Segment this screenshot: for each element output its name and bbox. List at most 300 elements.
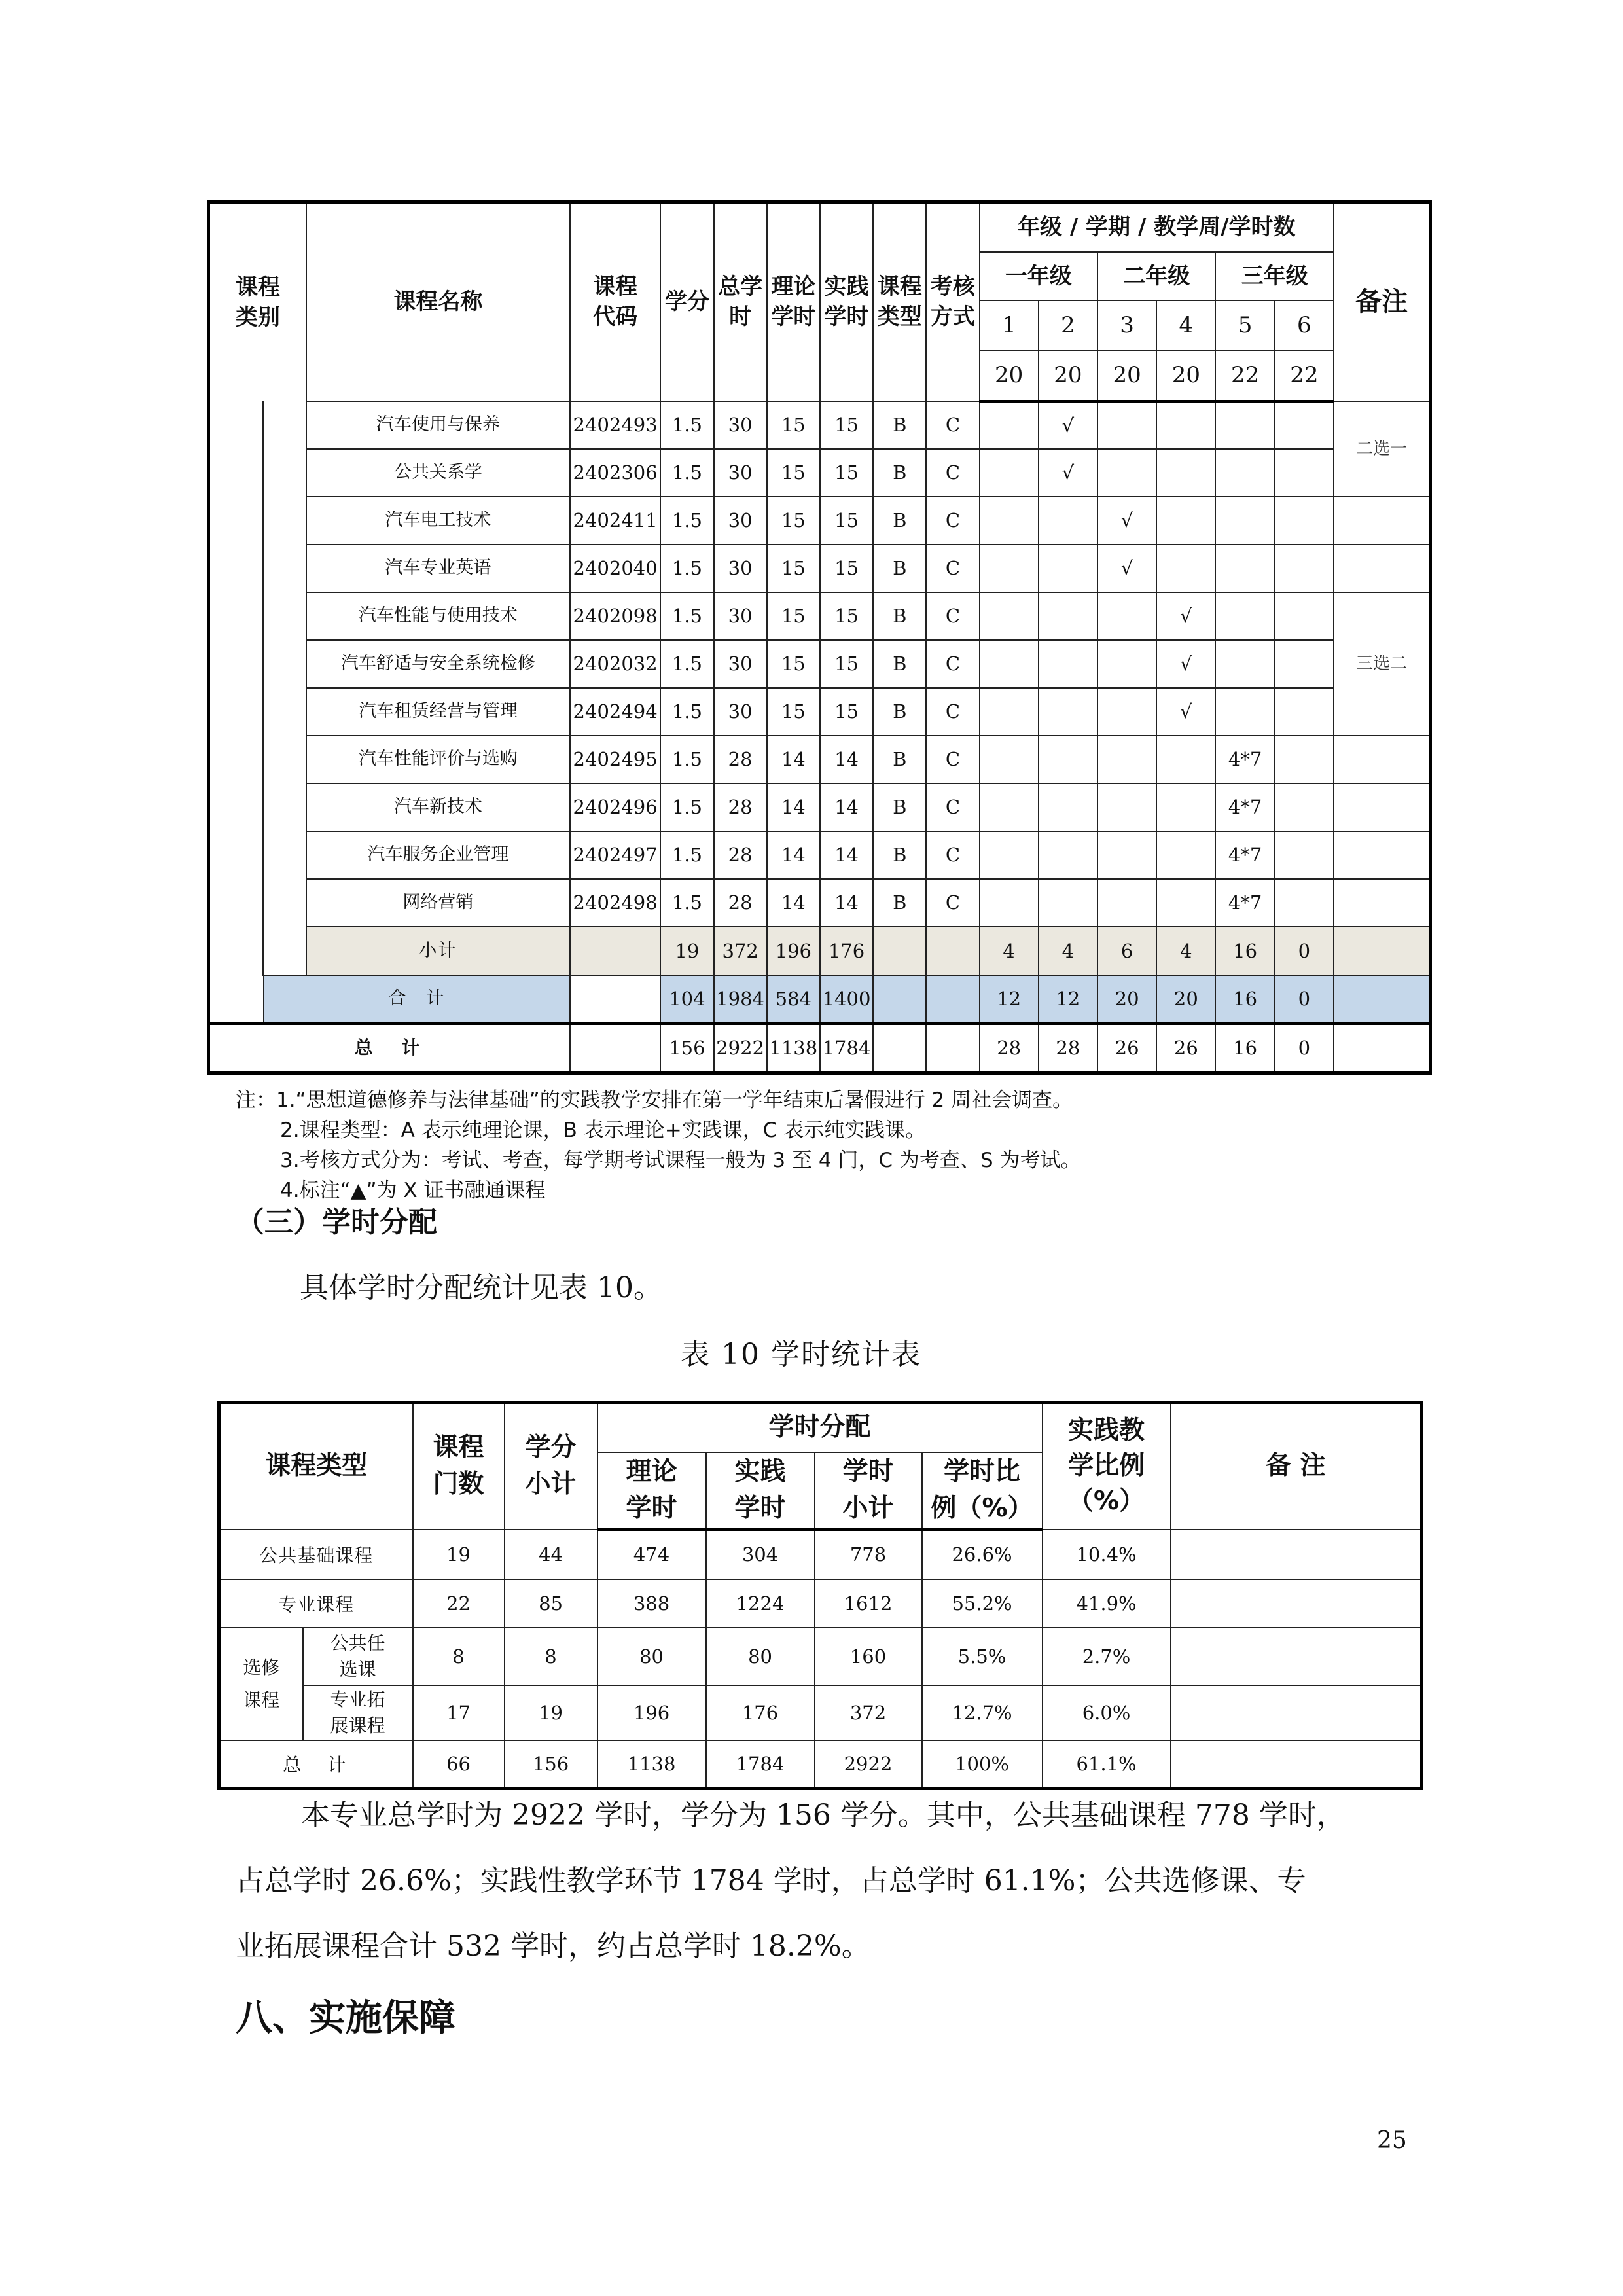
- course-plan-table: [207, 200, 1432, 1075]
- course-term-cell: [1156, 497, 1215, 545]
- header-total-hours: 总学 时: [714, 202, 767, 401]
- course-total-hours: 28: [714, 831, 767, 879]
- grand-total-practice: 1784: [820, 1024, 873, 1073]
- course-term-cell: [1039, 783, 1097, 831]
- combined-total-term: 20: [1156, 975, 1215, 1024]
- course-term-cell: [1215, 545, 1274, 592]
- course-term-cell: [1039, 640, 1097, 688]
- row-credits: 19: [505, 1685, 597, 1740]
- combined-total-term: 12: [980, 975, 1039, 1024]
- course-type: B: [873, 592, 926, 640]
- grand-total-label: 总 计: [209, 1024, 570, 1073]
- remark-empty: [1334, 831, 1431, 879]
- subtotal-remark: [1334, 927, 1431, 975]
- row-remark: [1171, 1740, 1422, 1789]
- header-practice-hours: 实践 学时: [820, 202, 873, 401]
- course-term-cell: √: [1097, 497, 1156, 545]
- course-term-cell: √: [1097, 545, 1156, 592]
- course-practice-hours: 15: [820, 545, 873, 592]
- row-count: 8: [413, 1628, 505, 1685]
- course-row: [209, 879, 1431, 927]
- section-heading: （三）学时分配: [236, 1206, 437, 1239]
- course-term-cell: [1156, 879, 1215, 927]
- row-theory: 196: [597, 1685, 706, 1740]
- course-term-cell: [1097, 592, 1156, 640]
- course-theory-hours: 15: [767, 640, 820, 688]
- header-practice-hours: 实践 学时: [706, 1452, 815, 1530]
- row-subtotal: 160: [815, 1628, 922, 1685]
- elective-label: 选修 课程: [219, 1628, 303, 1740]
- note-line: 2.课程类型：A 表示纯理论课，B 表示理论+实践课，C 表示纯实践课。: [280, 1119, 926, 1142]
- course-term-cell: [1275, 401, 1334, 449]
- course-theory-hours: 14: [767, 879, 820, 927]
- grand-total-code: [570, 1024, 660, 1073]
- header-year3: 三年级: [1215, 252, 1334, 300]
- course-theory-hours: 14: [767, 783, 820, 831]
- course-term-cell: √: [1156, 688, 1215, 736]
- header-term: 1: [980, 300, 1039, 350]
- course-term-cell: [1097, 640, 1156, 688]
- course-term-cell: [1275, 545, 1334, 592]
- course-code: 2402495: [570, 736, 660, 783]
- course-code: 2402306: [570, 449, 660, 497]
- course-credit: 1.5: [660, 736, 713, 783]
- course-row: [209, 401, 1431, 449]
- combined-total-remark: [1334, 975, 1431, 1024]
- course-name: 汽车服务企业管理: [306, 831, 570, 879]
- grand-total-hours: 2922: [714, 1024, 767, 1073]
- course-term-cell: [1097, 879, 1156, 927]
- subtotal-type: [873, 927, 926, 975]
- section-heading: 八、实施保障: [236, 1997, 455, 2039]
- course-code: 2402497: [570, 831, 660, 879]
- header-hours-subtotal: 学时 小计: [815, 1452, 922, 1530]
- row-practice: 80: [706, 1628, 815, 1685]
- intro-paragraph: 具体学时分配统计见表 10。: [300, 1271, 662, 1304]
- course-type: B: [873, 545, 926, 592]
- course-assessment: C: [926, 592, 979, 640]
- header-term: 6: [1275, 300, 1334, 350]
- row-count: 66: [413, 1740, 505, 1789]
- course-practice-hours: 14: [820, 736, 873, 783]
- header-term: 4: [1156, 300, 1215, 350]
- row-subtotal: 1612: [815, 1579, 922, 1628]
- course-row: [209, 497, 1431, 545]
- row-practice-ratio: 10.4%: [1043, 1530, 1171, 1579]
- course-row: [209, 736, 1431, 783]
- row-type: 总 计: [219, 1740, 413, 1789]
- note-line: 3.考核方式分为：考试、考查，每学期考试课程一般为 3 至 4 门，C 为考查、S 为考试。: [280, 1149, 1081, 1172]
- course-term-cell: [980, 592, 1039, 640]
- row-theory: 80: [597, 1628, 706, 1685]
- remark-empty: [1334, 879, 1431, 927]
- course-credit: 1.5: [660, 401, 713, 449]
- course-term-cell: [1039, 497, 1097, 545]
- course-credit: 1.5: [660, 640, 713, 688]
- combined-total-assess: [926, 975, 979, 1024]
- row-credits: 44: [505, 1530, 597, 1579]
- subtotal-practice: 176: [820, 927, 873, 975]
- header-course-name: 课程名称: [306, 202, 570, 401]
- course-term-cell: [1156, 831, 1215, 879]
- course-term-cell: [1156, 401, 1215, 449]
- row-credits: 156: [505, 1740, 597, 1789]
- course-code: 2402032: [570, 640, 660, 688]
- summary-line: 本专业总学时为 2922 学时，学分为 156 学分。其中，公共基础课程 778 学时，: [301, 1799, 1346, 1832]
- course-credit: 1.5: [660, 592, 713, 640]
- combined-total-term: 12: [1039, 975, 1097, 1024]
- header-weeks: 22: [1275, 350, 1334, 401]
- course-term-cell: [980, 783, 1039, 831]
- row-ratio: 55.2%: [922, 1579, 1043, 1628]
- course-assessment: C: [926, 401, 979, 449]
- course-type: B: [873, 688, 926, 736]
- remark-empty: [1334, 497, 1431, 545]
- subtotal-row: [209, 927, 1431, 975]
- course-total-hours: 30: [714, 401, 767, 449]
- row-theory: 1138: [597, 1740, 706, 1789]
- header-assessment: 考核 方式: [926, 202, 979, 401]
- row-practice: 176: [706, 1685, 815, 1740]
- course-term-cell: [1097, 831, 1156, 879]
- course-term-cell: [1039, 831, 1097, 879]
- course-term-cell: [1215, 688, 1274, 736]
- remark-empty: [1334, 783, 1431, 831]
- course-theory-hours: 15: [767, 401, 820, 449]
- combined-total-practice: 1400: [820, 975, 873, 1024]
- row-count: 17: [413, 1685, 505, 1740]
- course-row: [209, 688, 1431, 736]
- row-count: 22: [413, 1579, 505, 1628]
- subtotal-term: 16: [1215, 927, 1274, 975]
- course-name: 汽车新技术: [306, 783, 570, 831]
- row-ratio: 100%: [922, 1740, 1043, 1789]
- subtotal-label: 小计: [306, 927, 570, 975]
- course-row: [209, 783, 1431, 831]
- course-term-cell: [1275, 783, 1334, 831]
- course-term-cell: [980, 688, 1039, 736]
- course-term-cell: [980, 497, 1039, 545]
- course-type: B: [873, 401, 926, 449]
- course-theory-hours: 15: [767, 449, 820, 497]
- course-type: B: [873, 640, 926, 688]
- course-term-cell: [1275, 879, 1334, 927]
- course-name: 公共关系学: [306, 449, 570, 497]
- course-term-cell: [1039, 545, 1097, 592]
- row-practice: 1784: [706, 1740, 815, 1789]
- subtotal-term: 0: [1275, 927, 1334, 975]
- row-theory: 474: [597, 1530, 706, 1579]
- grand-total-term: 26: [1097, 1024, 1156, 1073]
- course-code: 2402098: [570, 592, 660, 640]
- course-row: [209, 831, 1431, 879]
- course-term-cell: [1156, 736, 1215, 783]
- grand-total-type: [873, 1024, 926, 1073]
- course-term-cell: [1275, 688, 1334, 736]
- course-type: B: [873, 879, 926, 927]
- course-theory-hours: 14: [767, 831, 820, 879]
- course-assessment: C: [926, 545, 979, 592]
- course-code: 2402498: [570, 879, 660, 927]
- course-practice-hours: 15: [820, 688, 873, 736]
- course-theory-hours: 15: [767, 688, 820, 736]
- course-term-cell: [980, 545, 1039, 592]
- course-term-cell: [1097, 736, 1156, 783]
- course-practice-hours: 15: [820, 592, 873, 640]
- course-assessment: C: [926, 783, 979, 831]
- course-term-cell: [1215, 401, 1274, 449]
- course-assessment: C: [926, 497, 979, 545]
- course-assessment: C: [926, 736, 979, 783]
- course-term-cell: √: [1156, 592, 1215, 640]
- row-ratio: 26.6%: [922, 1530, 1043, 1579]
- table-caption: 表 10 学时统计表: [681, 1338, 921, 1371]
- course-theory-hours: 15: [767, 497, 820, 545]
- combined-total-total: 1984: [714, 975, 767, 1024]
- category-column: [209, 401, 264, 1024]
- course-term-cell: [1275, 592, 1334, 640]
- note-line: 4.标注“▲”为 X 证书融通课程: [280, 1179, 546, 1202]
- course-row: [209, 449, 1431, 497]
- row-theory: 388: [597, 1579, 706, 1628]
- subtotal-total: 372: [714, 927, 767, 975]
- course-assessment: C: [926, 640, 979, 688]
- combined-total-term: 20: [1097, 975, 1156, 1024]
- row-type: 专业拓 展课程: [303, 1685, 413, 1740]
- course-term-cell: [1275, 736, 1334, 783]
- row-ratio: 12.7%: [922, 1685, 1043, 1740]
- course-total-hours: 30: [714, 497, 767, 545]
- header-credit: 学分: [660, 202, 713, 401]
- course-row: [209, 640, 1431, 688]
- course-term-cell: [1215, 449, 1274, 497]
- subtotal-term: 4: [1156, 927, 1215, 975]
- course-total-hours: 30: [714, 592, 767, 640]
- subtotal-term: 4: [1039, 927, 1097, 975]
- header-category: 课程 类别: [209, 202, 306, 401]
- course-practice-hours: 15: [820, 640, 873, 688]
- course-term-cell: [1275, 497, 1334, 545]
- course-total-hours: 30: [714, 449, 767, 497]
- header-theory-hours: 理论 学时: [597, 1452, 706, 1530]
- row-count: 19: [413, 1530, 505, 1579]
- course-assessment: C: [926, 831, 979, 879]
- course-name: 汽车舒适与安全系统检修: [306, 640, 570, 688]
- header-remark: 备 注: [1171, 1403, 1422, 1530]
- course-type: B: [873, 497, 926, 545]
- row-subtotal: 372: [815, 1685, 922, 1740]
- page-number: 25: [1377, 2127, 1407, 2154]
- course-term-cell: [1215, 592, 1274, 640]
- course-term-cell: [1097, 401, 1156, 449]
- row-credits: 85: [505, 1579, 597, 1628]
- header-term: 3: [1097, 300, 1156, 350]
- course-assessment: C: [926, 449, 979, 497]
- header-course-type: 课程 类型: [873, 202, 926, 401]
- row-subtotal: 778: [815, 1530, 922, 1579]
- course-practice-hours: 15: [820, 401, 873, 449]
- course-practice-hours: 15: [820, 497, 873, 545]
- course-theory-hours: 15: [767, 545, 820, 592]
- course-practice-hours: 14: [820, 831, 873, 879]
- row-ratio: 5.5%: [922, 1628, 1043, 1685]
- grand-total-term: 0: [1275, 1024, 1334, 1073]
- course-credit: 1.5: [660, 497, 713, 545]
- summary-line: 占总学时 26.6%；实践性教学环节 1784 学时，占总学时 61.1%；公共选修课、专: [236, 1864, 1306, 1897]
- course-row: [209, 592, 1431, 640]
- course-name: 汽车性能与使用技术: [306, 592, 570, 640]
- subtotal-credit: 19: [660, 927, 713, 975]
- combined-total-row: [209, 975, 1431, 1024]
- grand-total-assess: [926, 1024, 979, 1073]
- note-line: 注：1.“思想道德修养与法律基础”的实践教学安排在第一学年结束后暑假进行 2 周社会调查。: [236, 1088, 1073, 1112]
- course-term-cell: [1097, 449, 1156, 497]
- course-term-cell: 4*7: [1215, 831, 1274, 879]
- category-subcolumn: [264, 401, 306, 975]
- course-term-cell: [1156, 783, 1215, 831]
- course-total-hours: 28: [714, 879, 767, 927]
- course-total-hours: 30: [714, 640, 767, 688]
- course-term-cell: [1039, 688, 1097, 736]
- remark-empty: [1334, 736, 1431, 783]
- row-credits: 8: [505, 1628, 597, 1685]
- course-term-cell: [1039, 736, 1097, 783]
- course-total-hours: 28: [714, 783, 767, 831]
- grand-total-theory: 1138: [767, 1024, 820, 1073]
- course-credit: 1.5: [660, 449, 713, 497]
- course-credit: 1.5: [660, 831, 713, 879]
- course-type: B: [873, 831, 926, 879]
- course-type: B: [873, 449, 926, 497]
- header-year1: 一年级: [980, 252, 1097, 300]
- combined-total-theory: 584: [767, 975, 820, 1024]
- course-name: 汽车电工技术: [306, 497, 570, 545]
- course-term-cell: 4*7: [1215, 879, 1274, 927]
- header-theory-hours: 理论 学时: [767, 202, 820, 401]
- header-term: 2: [1039, 300, 1097, 350]
- header-course-type: 课程类型: [219, 1403, 413, 1530]
- row-remark: [1171, 1579, 1422, 1628]
- header-hours-ratio: 学时比 例（%）: [922, 1452, 1043, 1530]
- header-year2: 二年级: [1097, 252, 1215, 300]
- header-course-count: 课程 门数: [413, 1403, 505, 1530]
- course-term-cell: [1097, 783, 1156, 831]
- row-practice-ratio: 41.9%: [1043, 1579, 1171, 1628]
- header-weeks: 20: [1156, 350, 1215, 401]
- row-type: 专业课程: [219, 1579, 413, 1628]
- course-total-hours: 28: [714, 736, 767, 783]
- course-theory-hours: 14: [767, 736, 820, 783]
- combined-total-label: 合 计: [264, 975, 570, 1024]
- remark-empty: [1334, 545, 1431, 592]
- combined-total-credit: 104: [660, 975, 713, 1024]
- course-assessment: C: [926, 879, 979, 927]
- grand-total-term: 28: [980, 1024, 1039, 1073]
- subtotal-term: 6: [1097, 927, 1156, 975]
- header-term: 5: [1215, 300, 1274, 350]
- course-credit: 1.5: [660, 545, 713, 592]
- grand-total-term: 28: [1039, 1024, 1097, 1073]
- grand-total-remark: [1334, 1024, 1431, 1073]
- course-term-cell: [980, 736, 1039, 783]
- course-term-cell: [1097, 688, 1156, 736]
- course-term-cell: [1039, 879, 1097, 927]
- combined-total-term: 16: [1215, 975, 1274, 1024]
- course-code: 2402411: [570, 497, 660, 545]
- row-practice-ratio: 61.1%: [1043, 1740, 1171, 1789]
- combined-total-code: [570, 975, 660, 1024]
- course-type: B: [873, 736, 926, 783]
- course-term-cell: [980, 640, 1039, 688]
- course-name: 汽车租赁经营与管理: [306, 688, 570, 736]
- row-practice: 304: [706, 1530, 815, 1579]
- course-term-cell: [1215, 497, 1274, 545]
- course-total-hours: 30: [714, 688, 767, 736]
- course-term-cell: [980, 879, 1039, 927]
- row-remark: [1171, 1530, 1422, 1579]
- row-remark: [1171, 1628, 1422, 1685]
- course-term-cell: [1275, 449, 1334, 497]
- course-term-cell: [1275, 640, 1334, 688]
- course-row: [209, 545, 1431, 592]
- header-course-code: 课程 代码: [570, 202, 660, 401]
- course-term-cell: [1215, 640, 1274, 688]
- header-weeks: 20: [980, 350, 1039, 401]
- course-name: 汽车使用与保养: [306, 401, 570, 449]
- header-practice-ratio: 实践教 学比例 （%）: [1043, 1403, 1171, 1530]
- row-subtotal: 2922: [815, 1740, 922, 1789]
- combined-total-type: [873, 975, 926, 1024]
- course-term-cell: [1275, 831, 1334, 879]
- subtotal-assess: [926, 927, 979, 975]
- header-hours-distribution: 学时分配: [597, 1403, 1043, 1452]
- course-term-cell: √: [1039, 449, 1097, 497]
- course-term-cell: [1156, 545, 1215, 592]
- remark-choose-two: 三选二: [1334, 592, 1431, 736]
- course-credit: 1.5: [660, 879, 713, 927]
- hours-statistics-table: [217, 1401, 1423, 1790]
- grand-total-credit: 156: [660, 1024, 713, 1073]
- course-name: 汽车性能评价与选购: [306, 736, 570, 783]
- course-term-cell: [1039, 592, 1097, 640]
- course-term-cell: √: [1156, 640, 1215, 688]
- header-weeks: 22: [1215, 350, 1274, 401]
- course-practice-hours: 14: [820, 783, 873, 831]
- row-practice-ratio: 6.0%: [1043, 1685, 1171, 1740]
- summary-line: 业拓展课程合计 532 学时，约占总学时 18.2%。: [236, 1929, 870, 1963]
- course-term-cell: [1156, 449, 1215, 497]
- course-credit: 1.5: [660, 688, 713, 736]
- row-type: 公共基础课程: [219, 1530, 413, 1579]
- course-credit: 1.5: [660, 783, 713, 831]
- course-code: 2402496: [570, 783, 660, 831]
- header-credit-subtotal: 学分 小计: [505, 1403, 597, 1530]
- subtotal-term: 4: [980, 927, 1039, 975]
- row-practice-ratio: 2.7%: [1043, 1628, 1171, 1685]
- remark-choose-one: 二选一: [1334, 401, 1431, 497]
- course-type: B: [873, 783, 926, 831]
- course-term-cell: [980, 831, 1039, 879]
- table-notes: [236, 1085, 1080, 1206]
- combined-total-term: 0: [1275, 975, 1334, 1024]
- grand-total-term: 16: [1215, 1024, 1274, 1073]
- course-name: 汽车专业英语: [306, 545, 570, 592]
- row-type: 公共任 选课: [303, 1628, 413, 1685]
- course-term-cell: 4*7: [1215, 783, 1274, 831]
- row-practice: 1224: [706, 1579, 815, 1628]
- course-term-cell: [980, 449, 1039, 497]
- course-code: 2402040: [570, 545, 660, 592]
